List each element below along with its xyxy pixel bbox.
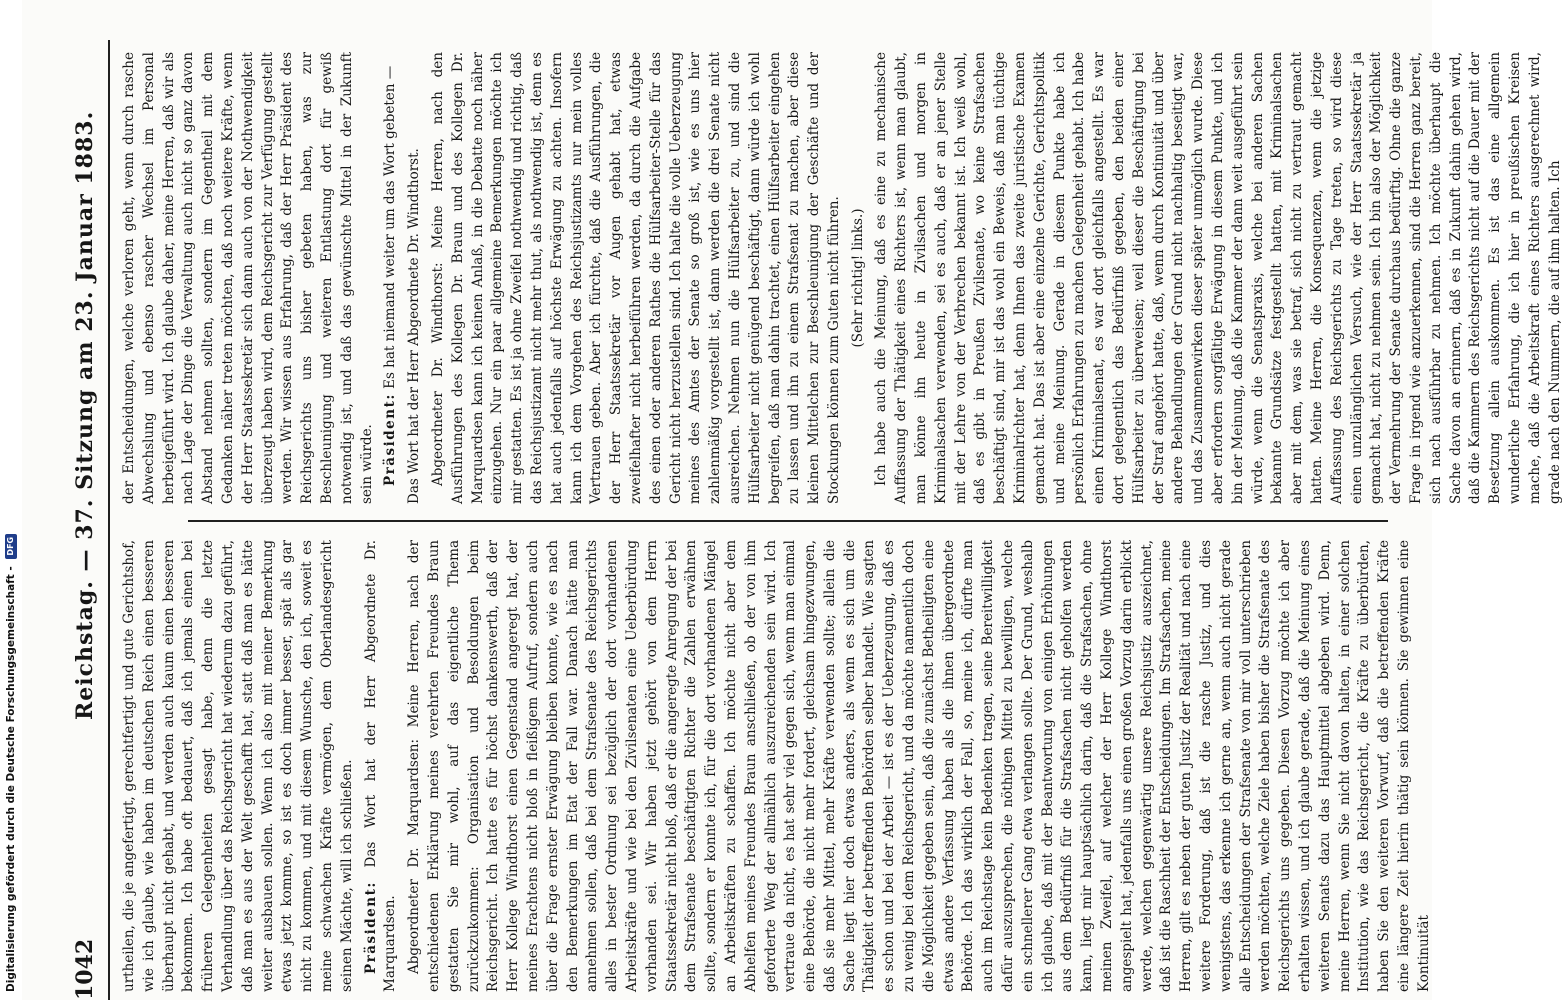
footer-text: Digitalisierung gefördert durch die Deutsche Forschungsgemeinschaft - bbox=[5, 566, 17, 992]
rotated-page-content bbox=[68, 40, 1563, 1000]
paragraph bbox=[405, 52, 425, 504]
digitization-footer bbox=[0, 0, 22, 1000]
running-title: Reichstag. — 37. Sitzung am 23. Januar 1883. bbox=[72, 110, 98, 720]
paragraph-text: Abgeordneter Dr. Windthorst: Meine Herren, nach den Ausführungen des Kollegen Dr. Braun und des Kollegen Dr. Marquardsen kann ich keinen Anlaß, in die Debatte noch näher einzugehen. Nur ein paar allgemeine Bemerkungen möchte ich mir gestatten. Es ist ja ohne Zweifel nothwendig und richtig, daß das Reichsjustizamt nicht mehr thut, als nothwendig ist, denn es hat auch jedenfalls auf höchste Erwägung zu achten. Insofern kann ich dem Vorgehen des Reichsjustizamts nur mein volles Vertrauen geben. Aber ich fürchte, daß die Ausführungen, die der Herr Staatssekretär vor Augen gehabt hat, etwas zweifelhafter nicht herbeiführen werden, da durch die Aufgabe des einen oder anderen Rathes die Hülfsarbeiter-Stelle für das Gericht nicht herzustellen sind. Ich halte die volle Ueberzeugung meines des Amtes der Senate so groß ist, wie es uns hier zahlenmäßig vorgestellt ist, dann werden die drei Senate nicht ausreichen. Nehmen nun die Hülfsarbeiter zu, und sind die Hülfsarbeiter nicht genügend beschäftigt, dann würde ich wohl begreifen, daß man dahin trachtet, einen Hülfsarbeiter eingehen zu lassen und ihn zu einem Strafsenat zu machen, aber diese kleinen Mittelchen zur Beschleunigung der Geschäfte und der Stockungen können zum Guten nicht führen. bbox=[429, 52, 842, 504]
paragraph-text: der Entscheidungen, welche verloren geht, wenn durch rasche Abwechslung und ebenso rascher Wechsel im Personal herbeigeführt wird. Ich glaube daher, meine Herren, daß wir als nach Lage der Dinge die Verwaltung auch nicht so ganz davon Abstand nehmen sollten, sondern im Gegentheil mit dem Gedanken näher treten möchten, daß noch weitere Kräfte, wenn der Herr Staatssekretär sich dann auch von der Nothwendigkeit überzeugt haben wird, dem Reichsgericht zur Verfügung gestellt werden. Wir wissen aus Erfahrung, daß der Herr Präsident des Reichsgerichts uns bisher gebeten haben, was zur Beschleunigung und weiteren Entlastung dort für gewiß notwendig ist, und daß das gewünschte Mittel in der Zukunft sein würde. bbox=[121, 52, 375, 504]
paragraph-text: (Sehr richtig! links.) bbox=[849, 208, 866, 348]
paragraph-text: Das Wort hat der Herr Abgeordnete Dr. Marquardsen. bbox=[362, 540, 399, 992]
right-column bbox=[120, 52, 1563, 504]
left-column bbox=[120, 540, 1432, 992]
paragraph bbox=[405, 540, 1434, 992]
paragraph bbox=[120, 52, 377, 504]
page-number: 1042 bbox=[72, 938, 98, 1000]
paragraph bbox=[362, 540, 402, 992]
speaker-label: Präsident: bbox=[382, 393, 399, 486]
paragraph-text: Ich habe auch die Meinung, daß es eine zu mechanische Auffassung der Thätigkeit eines Richters ist, wenn man glaubt, man könne ihn heute in Zivilsachen und morgen in Kriminalsachen verwenden, sei es auch, daß er an jener Stelle mit der Lehre von der Verbrechen bekannt ist. Ich weiß wohl, daß es gibt in Preußen Zivilsenate, wo keine Strafsachen beschäftigt sind, mir ist das wohl ein Beweis, daß man tüchtige Kriminalrichter hat, denn Ihnen das zweite juristische Examen gemacht hat. Das ist aber eine einzelne Gerichte, Gerichtspolitik und meine Meinung. Gerade in diesem Punkte habe ich persönlich Erfahrungen zu machen Gelegenheit gehabt. Ich habe einen Kriminalsenat, es war dort gleichfalls angestellt. Es war dort gelegentlich das Bedürfniß gegeben, den beiden einer Hülfsarbeiter zu überweisen; weil dieser die Beschäftigung bei der Straf angehört hatte, daß, wenn durch Kontinuität und über andere Behandlungen der Grund nicht nachhaltig beseitigt war, und das Zusammenwirken dieser später unmöglich wurde. Diese aber erfordern sorgfältige Erwägung in diesem Punkte, und ich bin der Meinung, daß die Kammer der dann weit ausgeführt sein würde, wenn die Senatspraxis, welche bei anderen Sachen bekannte Grundsätze festgestellt hatten, mit Kriminalsachen aber mit dem, was sie betraf, sich nicht zu vertraut gemacht hatten. Meine Herren, die Konsequenzen, wenn die jetzige Auffassung des Reichsgerichts zu Tage treten, so wird diese einen unzulänglichen Versuch, wie der Herr Staatssekretär ja gemacht hat, nicht zu nehmen sein. Ich bin also der Möglichkeit der Vermehrung der Senate durchaus bedürftig. Ohne die ganze Frage in irgend wie anzuerkennen, sind die Herren ganz bereit, sich nach ausführbar zu nehmen. Ich möchte überhaupt die Sache davon an erinnern, daß es in Zukunft dahin gehen wird, daß die Kammern des Reichsgerichts nicht auf die Dauer mit der Besetzung allein auskommen. Es ist das eine allgemein wunderliche Erfahrung, die ich hier in preußischen Kreisen mache, daß die Arbeitskraft eines Richters ausgerechnet wird, grade nach den Nummern, die auf ihm halten. Ich bbox=[873, 52, 1563, 504]
speaker-label: Präsident: bbox=[362, 881, 379, 974]
column-divider bbox=[188, 520, 1388, 522]
paragraph bbox=[872, 52, 1565, 504]
paragraph bbox=[429, 52, 845, 504]
paragraph-text: urtheilen, die je angefertigt, gerechtfertigt und gute Gerichtshof, wie ich glaube, wie haben im deutschen Reich einen besseren überhaupt nicht gehabt, und werden auch kaum einen besseren bekommen. Ich habe oft bedauert, daß ich jemals einen bei früheren Gelegenheiten gesagt habe, denn die letzte Verhandlung über das Reichsgericht hat wiederum dazu geführt, daß man es aus der Welt geschafft hat, statt daß man es hätte weiter ausbauen sollen. Wenn ich also mit meiner Bemerkung etwas jetzt komme, so ist es doch immer besser, spät als gar nicht zu kommen, und mit diesem Wunsche, den ich, soweit es meine schwachen Kräfte vermögen, dem Oberlandesgericht seinen Mächte, will ich schließen. bbox=[121, 540, 355, 992]
page-header bbox=[68, 40, 108, 1000]
paragraph bbox=[120, 540, 358, 992]
header-rule bbox=[108, 40, 110, 1000]
paragraph bbox=[381, 52, 401, 504]
paragraph bbox=[849, 52, 869, 504]
footer-text-line bbox=[3, 0, 19, 1000]
dfg-logo: DFG bbox=[5, 534, 17, 559]
paragraph-text: Das Wort hat der Herr Abgeordnete Dr. Windthorst. bbox=[406, 148, 423, 504]
paragraph-text: Abgeordneter Dr. Marquardsen: Meine Herren, nach der entschiedenen Erklärung meines verehrten Freundes Braun gestatten Sie mir wohl, auf das eigentliche Thema zurückzukommen: Organisation und Besoldungen beim Reichsgericht. Ich hatte es für höchst dankenswerth, daß der Herr Kollege Windthorst einen Gegenstand angeregt hat, der meines Erachtens nicht bloß in fleißigem Aufruf, sondern auch über die Frage ernster Erwägung bleiben konnte, wie es nach den Bemerkungen im Etat der Fall war. Danach hätte man annehmen sollen, daß bei dem Strafsenate des Reichsgerichts alles in bester Ordnung sei bezüglich der dort vorhandenen Arbeitskräfte und wie bei den Zivilsenaten eine Ueberbürdung vorhanden sei. Wir haben jetzt gehört von dem Herrn Staatssekretär nicht bloß, daß er die angeregte Anregung der bei dem Strafsenate beschäftigten Richter die Zahlen erwähnen sollte, sondern er konnte ich, für die dort vorhandenen Mängel an Arbeitskräften zu schaffen. Ich möchte nicht aber dem Abhelfen meines Freundes Braun anschließen, ob der von ihm geforderte Weg der allmählich auszureichenden sein wird. Ich vertraue da nicht, es hat sehr viel gegen sich, wenn man einmal eine Behörde, die nicht mehr fordert, gleichsam hingezwungen, daß sie mehr Mittel, mehr Kräfte verwenden sollte; allein die Sache liegt hier doch etwas anders, als wenn es sich um die Thätigkeit der betreffenden Behörden selber handelt. Wie sagten es schon und bei der Arbeit — ist es der Ueberzeugung, daß es zu wenig bei dem Reichsgericht, und da möchte namentlich doch die Möglichkeit gegeben sein, daß die zunächst Betheiligten eine etwas andere Verfassung haben als die ihnen übergeordnete Behörde. Ich das wirklich der Fall, so, meine ich, dürfte man auch im Reichstage kein Bedenken tragen, seine Bereitwilligkeit dafür auszusprechen, die nöthigen Mittel zu bewilligen, welche ein schnellerer Gang etwa verlangen sollte. Der Grund, weshalb ich glaube, daß mit der Beantwortung von einigen Erhöhungen aus dem Bedürfniß für die Strafsachen nicht geholfen werden kann, liegt mir hauptsächlich darin, daß die Strafsachen, ohne meinen Zweifel, auf welcher der Herr Kollege Windthorst angespielt hat, jedenfalls uns einen großen Vorzug darin erblickt werde, welchen gegenwärtig unsere Reichsjustiz auszeichnet, daß ist die Raschheit der Entscheidungen. Im Strafsachen, meine Herren, gilt es neben der guten Justiz der Realität und nach eine weitere Forderung, daß ist die rasche Justiz, und dies wenigstens, das erkenne ich gerne an, wenn auch nicht gerade alle Entscheidungen der Strafsenate von mir voll unterschrieben werden möchten, welche Ziele haben bisher die Strafsenate des Reichsgerichts uns gegeben. Diesen Vorzug möchte ich aber erhalten wissen, und ich glaube gerade, daß die Meinung eines weiteren Senats dazu das Hauptmittel abgeben wird. Denn, meine Herren, wenn Sie nicht davon halten, in einer solchen Institution, wie das Reichsgericht, die Kräfte zu überbürden, haben Sie den weiteren Vorwurf, daß die betreffenden Kräfte eine längere Zeit hierin thätig sein können. Sie gewinnen eine Kontinuität bbox=[406, 540, 1432, 992]
paragraph-text: Es hat niemand weiter um das Wort gebeten — bbox=[382, 65, 399, 394]
